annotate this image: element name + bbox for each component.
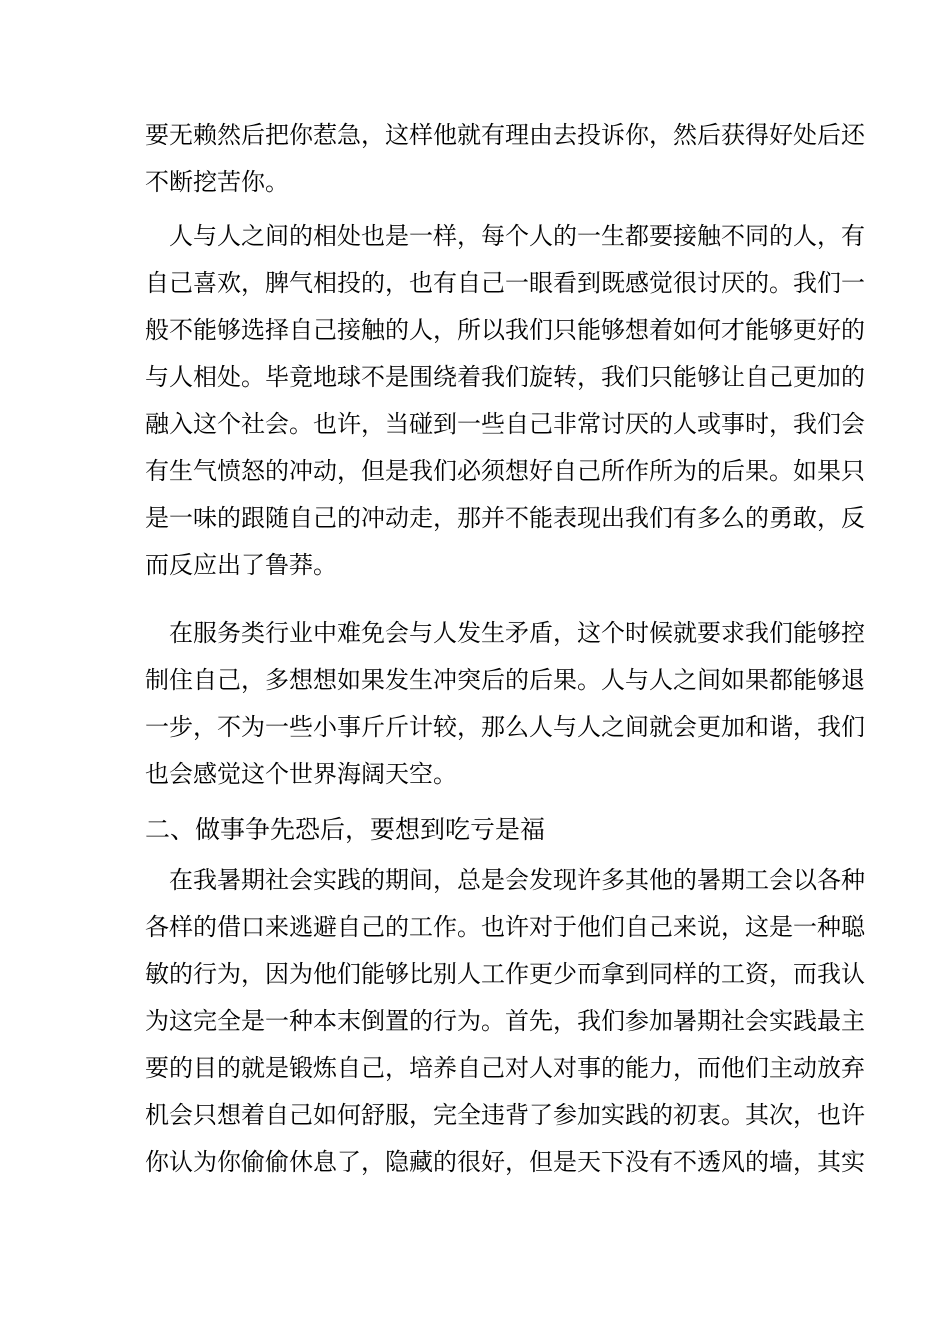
text-line: 融入这个社会。也许，当碰到一些自己非常讨厌的人或事时，我们会 <box>145 410 865 438</box>
text-line: 为这完全是一种本末倒置的行为。首先，我们参加暑期社会实践最主 <box>145 1007 865 1035</box>
text-line: 一步，不为一些小事斤斤计较，那么人与人之间就会更加和谐，我们 <box>145 713 865 741</box>
text-line: 在服务类行业中难免会与人发生矛盾，这个时候就要求我们能够控 <box>169 619 865 647</box>
section-heading-block <box>145 806 810 853</box>
text-line: 也会感觉这个世界海阔天空。 <box>145 760 457 788</box>
text-line: 各样的借口来逃避自己的工作。也许对于他们自己来说，这是一种聪 <box>145 913 865 941</box>
text-line: 与人相处。毕竟地球不是围绕着我们旋转，我们只能够让自己更加的 <box>145 363 865 391</box>
text-line: 制住自己，多想想如果发生冲突后的后果。人与人之间如果都能够退 <box>145 666 865 694</box>
text-line: 自己喜欢，脾气相投的，也有自己一眼看到既感觉很讨厌的。我们一 <box>145 269 865 297</box>
paragraph-2 <box>145 213 865 589</box>
text-line: 机会只想着自己如何舒服，完全违背了参加实践的初衷。其次，也许 <box>145 1101 865 1129</box>
text-line: 要的目的就是锻炼自己，培养自己对人对事的能力，而他们主动放弃 <box>145 1054 865 1082</box>
text-line: 般不能够选择自己接触的人，所以我们只能够想着如何才能够更好的 <box>145 316 865 344</box>
text-line: 在我暑期社会实践的期间，总是会发现许多其他的暑期工会以各种 <box>169 866 865 894</box>
text-line: 是一味的跟随自己的冲动走，那并不能表现出我们有多么的勇敢，反 <box>145 504 865 532</box>
paragraph-1 <box>145 112 865 206</box>
text-line: 要无赖然后把你惹急，这样他就有理由去投诉你，然后获得好处后还 <box>145 121 865 149</box>
paragraph-3 <box>145 610 865 798</box>
text-line: 你认为你偷偷休息了，隐藏的很好，但是天下没有不透风的墙，其实 <box>145 1148 865 1176</box>
text-line: 而反应出了鲁莽。 <box>145 551 337 579</box>
text-line: 有生气愤怒的冲动，但是我们必须想好自己所作所为的后果。如果只 <box>145 457 865 485</box>
text-line: 敏的行为，因为他们能够比别人工作更少而拿到同样的工资，而我认 <box>145 960 865 988</box>
text-line: 人与人之间的相处也是一样，每个人的一生都要接触不同的人，有 <box>169 222 865 250</box>
paragraph-4 <box>145 857 865 1186</box>
text-line: 不断挖苦你。 <box>145 168 289 196</box>
section-heading: 二、做事争先恐后，要想到吃亏是福 <box>145 815 546 844</box>
